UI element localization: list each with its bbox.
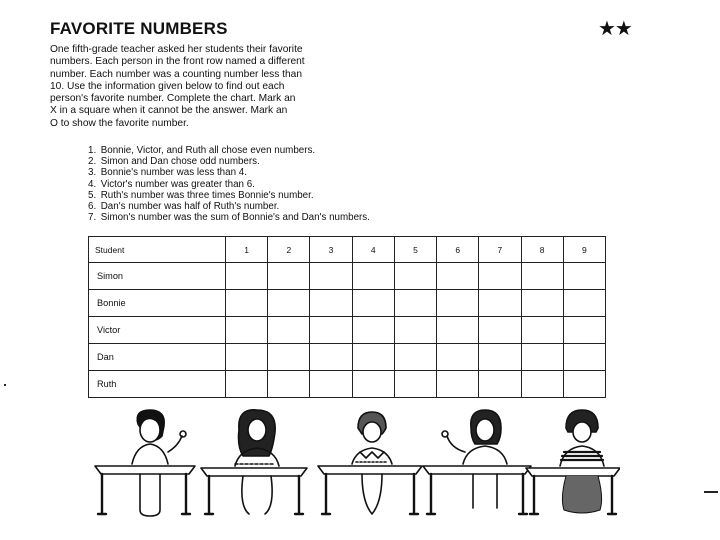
student-row [89,344,606,371]
clue-text: Ruth's number was three times Bonnie's number. [100,189,314,201]
answer-cell[interactable] [479,371,521,398]
clue-number: 3. [88,167,97,179]
clue-number: 1. [88,145,97,156]
answer-cell[interactable] [226,263,268,290]
answer-cell[interactable] [479,290,521,317]
answer-cell[interactable] [437,344,479,371]
answer-cell[interactable] [310,317,352,344]
intro-line: One fifth-grade teacher asked her students their favorite [50,44,303,55]
answer-cell[interactable] [268,344,310,371]
intro-paragraph [50,44,430,130]
clue-text: Dan's number was half of Ruth's number. [100,201,280,213]
clue-item [88,190,528,201]
scan-edge-mark [704,491,718,493]
clue-number: 6. [88,201,97,213]
answer-cell[interactable] [437,263,479,290]
intro-line: number. Each number was a counting number less than [50,68,303,80]
number-header: 6 [437,237,479,263]
student-name: Simon [89,263,226,290]
student-figure [201,410,307,514]
answer-cell[interactable] [226,317,268,344]
number-header: 2 [268,237,310,263]
clue-text: Bonnie's number was less than 4. [100,167,247,179]
clue-item [88,212,528,223]
answer-cell[interactable] [268,317,310,344]
answer-cell[interactable] [563,263,605,290]
answer-cell[interactable] [521,371,563,398]
answer-cell[interactable] [437,290,479,317]
answer-cell[interactable] [521,290,563,317]
number-header: 7 [479,237,521,263]
clue-item [88,145,528,156]
student-figure [95,410,195,516]
student-header: Student [89,237,226,263]
answer-cell[interactable] [437,317,479,344]
intro-line: 10. Use the information given below to find out each [50,80,285,92]
intro-line: O to show the favorite number. [50,117,189,129]
answer-cell[interactable] [226,371,268,398]
answer-cell[interactable] [268,263,310,290]
student-figure [423,410,531,514]
clue-text: Simon and Dan chose odd numbers. [100,156,260,168]
clue-number: 7. [88,212,97,224]
clue-text: Victor's number was greater than 6. [100,178,255,190]
answer-cell[interactable] [352,344,394,371]
student-figure [526,410,620,514]
number-header: 8 [521,237,563,263]
answer-cell[interactable] [563,371,605,398]
number-header: 3 [310,237,352,263]
student-row [89,263,606,290]
answer-cell[interactable] [310,371,352,398]
clue-text: Simon's number was the sum of Bonnie's and Dan's numbers. [100,212,370,224]
answer-cell[interactable] [479,344,521,371]
clue-text: Bonnie, Victor, and Ruth all chose even numbers. [100,145,316,156]
number-header: 1 [226,237,268,263]
clue-list [88,145,528,223]
answer-cell[interactable] [352,317,394,344]
student-row [89,317,606,344]
student-name: Dan [89,344,226,371]
chart-header-row [89,237,606,263]
answer-cell[interactable] [479,317,521,344]
answer-cell[interactable] [310,290,352,317]
answer-cell[interactable] [394,344,436,371]
answer-cell[interactable] [352,263,394,290]
answer-cell[interactable] [437,371,479,398]
clue-number: 2. [88,156,97,168]
students-at-desks-illustration [80,408,620,520]
student-name: Ruth [89,371,226,398]
scan-edge-mark [4,384,6,386]
clue-item [88,156,528,167]
student-row [89,290,606,317]
clue-number: 4. [88,178,97,190]
number-header: 5 [394,237,436,263]
answer-cell[interactable] [563,317,605,344]
student-row [89,371,606,398]
answer-cell[interactable] [394,371,436,398]
difficulty-stars: ★★ [598,18,632,40]
answer-cell[interactable] [268,371,310,398]
clue-item [88,201,528,212]
answer-cell[interactable] [521,317,563,344]
clue-item [88,179,528,190]
student-name: Victor [89,317,226,344]
student-name: Bonnie [89,290,226,317]
number-header: 9 [563,237,605,263]
answer-cell[interactable] [394,317,436,344]
answer-cell[interactable] [521,344,563,371]
answer-cell[interactable] [310,344,352,371]
answer-cell[interactable] [563,344,605,371]
clue-item [88,167,528,178]
intro-line: X in a square when it cannot be the answer. Mark an [50,105,288,117]
clue-number: 5. [88,189,97,201]
intro-line: person's favorite number. Complete the chart. Mark an [50,93,296,105]
answer-cell[interactable] [563,290,605,317]
answer-cell[interactable] [394,290,436,317]
student-figure [318,412,422,514]
logic-chart [88,236,606,398]
intro-line: numbers. Each person in the front row named a different [50,56,305,68]
number-header: 4 [352,237,394,263]
answer-cell[interactable] [479,263,521,290]
answer-cell[interactable] [226,344,268,371]
answer-cell[interactable] [394,263,436,290]
answer-cell[interactable] [352,290,394,317]
answer-cell[interactable] [226,290,268,317]
answer-cell[interactable] [310,263,352,290]
worksheet-title: FAVORITE NUMBERS [50,19,228,38]
answer-cell[interactable] [352,371,394,398]
answer-cell[interactable] [521,263,563,290]
answer-cell[interactable] [268,290,310,317]
